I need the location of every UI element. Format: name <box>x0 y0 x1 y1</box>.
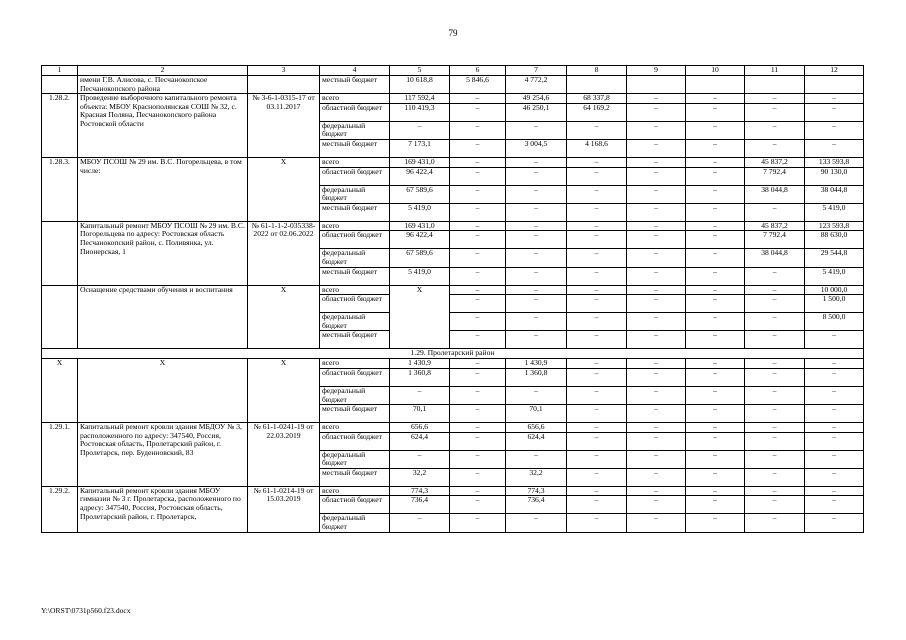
value-cell: 70,1 <box>390 405 450 423</box>
value-cell: – <box>686 331 745 349</box>
value-cell: – <box>686 359 745 369</box>
value-cell: – <box>686 405 745 423</box>
table-row <box>42 359 864 369</box>
value-cell: – <box>450 103 506 121</box>
value-cell: 5 419,0 <box>805 267 864 285</box>
value-cell: – <box>686 468 745 486</box>
funding-source: федеральный бюджет <box>320 514 390 532</box>
value-cell: 67 589,6 <box>390 185 450 203</box>
table-row <box>42 423 864 433</box>
funding-source: областной бюджет <box>320 368 390 386</box>
value-cell: – <box>805 450 864 468</box>
funding-source: местный бюджет <box>320 405 390 423</box>
value-cell: 3 004,5 <box>506 139 567 157</box>
value-cell: 1 360,8 <box>506 368 567 386</box>
value-cell: – <box>450 423 506 433</box>
column-header: 8 <box>567 66 627 76</box>
value-cell: – <box>686 139 745 157</box>
value-cell: – <box>686 368 745 386</box>
value-cell: 70,1 <box>506 405 567 423</box>
value-cell: – <box>745 368 805 386</box>
funding-source: местный бюджет <box>320 139 390 157</box>
value-cell: – <box>567 203 627 221</box>
item-name: X <box>78 359 248 423</box>
value-cell: – <box>506 249 567 267</box>
value-cell: – <box>686 231 745 249</box>
value-cell: – <box>627 359 686 369</box>
value-cell: – <box>686 94 745 104</box>
value-cell: – <box>567 496 627 514</box>
item-number <box>42 221 78 285</box>
value-cell: – <box>450 157 506 167</box>
value-cell: – <box>450 313 506 331</box>
funding-source: федеральный бюджет <box>320 249 390 267</box>
funding-source: всего <box>320 285 390 295</box>
value-cell: – <box>450 203 506 221</box>
table-row <box>42 285 864 295</box>
file-path-footer: Y:\ORST\0731p560.f23.docx <box>41 606 131 615</box>
funding-source: всего <box>320 221 390 231</box>
value-cell: – <box>745 450 805 468</box>
value-cell: – <box>450 295 506 313</box>
value-cell: – <box>567 432 627 450</box>
value-cell: 123 593,8 <box>805 221 864 231</box>
value-cell: – <box>686 486 745 496</box>
value-cell: 1 360,8 <box>390 368 450 386</box>
value-cell: – <box>567 331 627 349</box>
funding-source: местный бюджет <box>320 331 390 349</box>
value-cell: – <box>686 514 745 532</box>
value-cell: – <box>805 386 864 404</box>
value-cell: – <box>450 368 506 386</box>
item-name: Капитальный ремонт кровли здания МБОУ гимназии № 3 г. Пролетарска, расположенного по адресу: 347540, Россия, Ростовская область, Пролетарский район, г. Пролетарск, <box>78 486 248 532</box>
document-ref: № 61-1-1-2-035338-2022 от 02.06.2022 <box>248 221 320 285</box>
value-cell: – <box>627 267 686 285</box>
funding-source: местный бюджет <box>320 76 390 94</box>
value-cell: 5 419,0 <box>805 203 864 221</box>
item-name: Оснащение средствами обучения и воспитания <box>78 285 248 349</box>
value-cell: – <box>745 121 805 139</box>
value-cell: – <box>627 405 686 423</box>
value-cell: 49 254,6 <box>506 94 567 104</box>
value-cell: – <box>805 121 864 139</box>
value-cell: 29 544,8 <box>805 249 864 267</box>
column-header: 12 <box>805 66 864 76</box>
value-cell: – <box>567 514 627 532</box>
value-cell: – <box>745 203 805 221</box>
funding-source: федеральный бюджет <box>320 450 390 468</box>
value-cell: – <box>745 331 805 349</box>
table-row <box>42 94 864 104</box>
document-ref: X <box>248 285 320 349</box>
value-cell: – <box>567 359 627 369</box>
document-ref: № 3-6-1-0315-17 от 03.11.2017 <box>248 94 320 158</box>
value-cell: – <box>686 103 745 121</box>
document-ref: X <box>248 157 320 221</box>
value-cell: 774,3 <box>506 486 567 496</box>
value-cell: – <box>567 486 627 496</box>
value-cell: – <box>450 121 506 139</box>
value-cell: – <box>805 405 864 423</box>
funding-source: всего <box>320 94 390 104</box>
value-cell: – <box>450 331 506 349</box>
table-row <box>42 221 864 231</box>
value-cell: – <box>450 167 506 185</box>
page-number: 79 <box>448 28 458 38</box>
value-cell: 110 419,3 <box>390 103 450 121</box>
value-cell: – <box>506 221 567 231</box>
value-cell: – <box>627 368 686 386</box>
value-cell: – <box>567 167 627 185</box>
value-cell: – <box>627 496 686 514</box>
value-cell: – <box>450 432 506 450</box>
value-cell: – <box>450 496 506 514</box>
value-cell: – <box>805 368 864 386</box>
value-cell: – <box>745 103 805 121</box>
value-cell: – <box>506 386 567 404</box>
value-cell: – <box>450 221 506 231</box>
value-cell: 10 000,0 <box>805 285 864 295</box>
value-cell: – <box>627 486 686 496</box>
value-cell: 5 419,0 <box>390 203 450 221</box>
value-cell: – <box>805 423 864 433</box>
value-cell: 96 422,4 <box>390 167 450 185</box>
value-cell: 624,4 <box>506 432 567 450</box>
value-cell: 45 837,2 <box>745 221 805 231</box>
value-cell: – <box>450 231 506 249</box>
value-cell: – <box>627 432 686 450</box>
value-cell: – <box>450 514 506 532</box>
funding-source: местный бюджет <box>320 203 390 221</box>
funding-source: всего <box>320 157 390 167</box>
value-cell: – <box>745 267 805 285</box>
value-cell <box>627 76 686 94</box>
value-cell: 46 250,1 <box>506 103 567 121</box>
value-cell: – <box>450 267 506 285</box>
column-header: 5 <box>390 66 450 76</box>
value-cell: – <box>567 231 627 249</box>
funding-source: местный бюджет <box>320 267 390 285</box>
funding-source: всего <box>320 423 390 433</box>
value-cell: 736,4 <box>390 496 450 514</box>
value-cell: – <box>686 432 745 450</box>
value-cell: – <box>805 103 864 121</box>
value-cell: – <box>506 121 567 139</box>
value-cell: – <box>745 139 805 157</box>
value-cell: – <box>567 423 627 433</box>
value-cell: – <box>506 313 567 331</box>
value-cell: – <box>627 249 686 267</box>
value-cell: 67 589,6 <box>390 249 450 267</box>
value-cell: – <box>686 203 745 221</box>
value-cell: – <box>506 167 567 185</box>
value-cell: 117 592,4 <box>390 94 450 104</box>
value-cell: – <box>506 203 567 221</box>
value-cell: – <box>567 285 627 295</box>
value-cell: – <box>627 468 686 486</box>
value-cell: – <box>686 167 745 185</box>
value-cell: – <box>745 295 805 313</box>
value-cell: – <box>745 423 805 433</box>
value-cell <box>805 76 864 94</box>
funding-source: всего <box>320 359 390 369</box>
value-cell: – <box>627 386 686 404</box>
value-cell: – <box>506 331 567 349</box>
value-cell: – <box>627 295 686 313</box>
column-header: 4 <box>320 66 390 76</box>
funding-source: федеральный бюджет <box>320 185 390 203</box>
value-cell: – <box>627 185 686 203</box>
value-cell: – <box>390 121 450 139</box>
value-cell: – <box>567 157 627 167</box>
column-header: 9 <box>627 66 686 76</box>
value-cell: 736,4 <box>506 496 567 514</box>
value-cell: – <box>745 514 805 532</box>
value-cell: 32,2 <box>390 468 450 486</box>
item-name: МБОУ ПСОШ № 29 им. В.С. Погорельцева, в том числе: <box>78 157 248 221</box>
value-cell: 96 422,4 <box>390 231 450 249</box>
value-cell: – <box>390 450 450 468</box>
value-cell: 38 044,8 <box>745 185 805 203</box>
value-cell: 7 173,1 <box>390 139 450 157</box>
value-cell: – <box>450 139 506 157</box>
value-cell: – <box>450 249 506 267</box>
budget-table <box>41 65 864 533</box>
column-header: 11 <box>745 66 805 76</box>
value-cell: – <box>805 432 864 450</box>
value-cell <box>686 76 745 94</box>
value-cell: – <box>745 94 805 104</box>
value-cell: – <box>506 157 567 167</box>
funding-source: областной бюджет <box>320 231 390 249</box>
value-cell: – <box>745 359 805 369</box>
value-cell: – <box>567 221 627 231</box>
column-header: 2 <box>78 66 248 76</box>
value-cell: 88 630,0 <box>805 231 864 249</box>
value-cell: 10 618,8 <box>390 76 450 94</box>
value-cell: 169 431,0 <box>390 157 450 167</box>
value-cell: – <box>627 167 686 185</box>
value-cell: – <box>506 231 567 249</box>
value-cell: – <box>745 432 805 450</box>
value-cell: – <box>627 423 686 433</box>
funding-source: местный бюджет <box>320 468 390 486</box>
column-header: 10 <box>686 66 745 76</box>
value-cell: 5 419,0 <box>390 267 450 285</box>
value-cell: – <box>805 331 864 349</box>
value-cell: 1 430,9 <box>506 359 567 369</box>
value-cell: – <box>567 249 627 267</box>
funding-source: областной бюджет <box>320 103 390 121</box>
funding-source: федеральный бюджет <box>320 121 390 139</box>
header-row <box>42 66 864 76</box>
value-cell: 32,2 <box>506 468 567 486</box>
value-cell: – <box>745 496 805 514</box>
value-cell: – <box>627 157 686 167</box>
value-cell: 38 044,8 <box>805 185 864 203</box>
value-cell: 4 772,2 <box>506 76 567 94</box>
value-cell: – <box>450 386 506 404</box>
value-cell <box>745 76 805 94</box>
value-cell: – <box>686 386 745 404</box>
value-cell: – <box>627 331 686 349</box>
value-cell: – <box>567 468 627 486</box>
value-cell <box>567 76 627 94</box>
document-ref: X <box>248 359 320 423</box>
item-name: Капитальный ремонт кровли здания МБДОУ № 3, расположенного по адресу: 347540, Россия, Ростовская область, Пролетарский район, г. Пролетарск, пер. Буденновский, 83 <box>78 423 248 487</box>
section-row <box>42 349 864 359</box>
value-cell: – <box>627 94 686 104</box>
document-ref <box>248 76 320 94</box>
value-cell: – <box>805 486 864 496</box>
value-cell: – <box>450 359 506 369</box>
value-cell: 7 792,4 <box>745 167 805 185</box>
funding-source: всего <box>320 486 390 496</box>
value-cell: – <box>686 496 745 514</box>
value-cell: – <box>567 368 627 386</box>
value-cell: – <box>805 94 864 104</box>
value-cell: 38 044,8 <box>745 249 805 267</box>
funding-source: федеральный бюджет <box>320 313 390 331</box>
total-cell: X <box>390 285 450 349</box>
value-cell: – <box>450 450 506 468</box>
document-ref: № 61-1-0241-19 от 22.03.2019 <box>248 423 320 487</box>
item-number: 1.28.2. <box>42 94 78 158</box>
value-cell: – <box>686 121 745 139</box>
value-cell: – <box>567 121 627 139</box>
value-cell: – <box>686 221 745 231</box>
value-cell: – <box>627 285 686 295</box>
value-cell: – <box>627 313 686 331</box>
value-cell: – <box>805 139 864 157</box>
column-header: 7 <box>506 66 567 76</box>
item-name: Капитальный ремонт МБОУ ПСОШ № 29 им. В.С. Погорельцева по адресу: Ростовская область Песчанокопский район, с. Поливянка, ул. Пионерская, 1 <box>78 221 248 285</box>
value-cell: – <box>450 486 506 496</box>
value-cell: – <box>627 221 686 231</box>
value-cell: 8 500,0 <box>805 313 864 331</box>
value-cell: – <box>627 203 686 221</box>
item-number <box>42 285 78 349</box>
value-cell: – <box>450 285 506 295</box>
value-cell: – <box>745 405 805 423</box>
item-name: Проведение выборочного капитального ремонта объекта: МБОУ Краснополянская СОШ № 32, с. Красная Поляна, Песчанокопского района Ростовской области <box>78 94 248 158</box>
funding-source: областной бюджет <box>320 295 390 313</box>
value-cell: – <box>450 468 506 486</box>
funding-source: федеральный бюджет <box>320 386 390 404</box>
value-cell: – <box>450 405 506 423</box>
value-cell: – <box>506 514 567 532</box>
value-cell: – <box>567 450 627 468</box>
value-cell: – <box>745 486 805 496</box>
value-cell: 68 337,8 <box>567 94 627 104</box>
value-cell: – <box>686 267 745 285</box>
value-cell: – <box>450 185 506 203</box>
value-cell: – <box>805 514 864 532</box>
value-cell: 1 430,9 <box>390 359 450 369</box>
value-cell: – <box>686 185 745 203</box>
item-number: 1.29.1. <box>42 423 78 487</box>
value-cell: 656,6 <box>390 423 450 433</box>
value-cell: – <box>567 405 627 423</box>
value-cell: – <box>627 514 686 532</box>
value-cell: – <box>506 450 567 468</box>
value-cell: – <box>506 267 567 285</box>
value-cell: – <box>627 103 686 121</box>
value-cell: – <box>506 295 567 313</box>
value-cell: – <box>627 139 686 157</box>
funding-source: областной бюджет <box>320 432 390 450</box>
value-cell: – <box>805 496 864 514</box>
value-cell: 45 837,2 <box>745 157 805 167</box>
value-cell: – <box>805 359 864 369</box>
value-cell: – <box>506 185 567 203</box>
value-cell: 774,3 <box>390 486 450 496</box>
item-number: 1.28.3. <box>42 157 78 221</box>
value-cell: – <box>390 386 450 404</box>
funding-source: областной бюджет <box>320 496 390 514</box>
value-cell: – <box>686 295 745 313</box>
value-cell: – <box>686 285 745 295</box>
value-cell: 169 431,0 <box>390 221 450 231</box>
section-title: 1.29. Пролетарский район <box>42 349 864 359</box>
value-cell: 133 593,8 <box>805 157 864 167</box>
item-number: 1.29.2. <box>42 486 78 532</box>
value-cell: 64 169,2 <box>567 103 627 121</box>
item-number: X <box>42 359 78 423</box>
value-cell: – <box>567 185 627 203</box>
value-cell: – <box>686 313 745 331</box>
value-cell: – <box>627 450 686 468</box>
value-cell: – <box>686 450 745 468</box>
value-cell: – <box>745 313 805 331</box>
funding-source: областной бюджет <box>320 167 390 185</box>
item-number <box>42 76 78 94</box>
value-cell: – <box>567 313 627 331</box>
value-cell: – <box>745 386 805 404</box>
value-cell: 7 792,4 <box>745 231 805 249</box>
value-cell: – <box>627 231 686 249</box>
value-cell: – <box>745 285 805 295</box>
value-cell: – <box>567 295 627 313</box>
column-header: 6 <box>450 66 506 76</box>
value-cell: – <box>567 386 627 404</box>
value-cell: – <box>506 285 567 295</box>
table-row <box>42 76 864 94</box>
value-cell: – <box>686 157 745 167</box>
value-cell: – <box>686 423 745 433</box>
column-header: 1 <box>42 66 78 76</box>
item-name: имени Г.В. Алисова, с. Песчанокопское Песчанокопского района <box>78 76 248 94</box>
table-row <box>42 157 864 167</box>
value-cell: 4 168,6 <box>567 139 627 157</box>
document-ref: № 61-1-0214-19 от 15.03.2019 <box>248 486 320 532</box>
value-cell: 90 130,0 <box>805 167 864 185</box>
column-header: 3 <box>248 66 320 76</box>
value-cell: 5 846,6 <box>450 76 506 94</box>
value-cell: 656,6 <box>506 423 567 433</box>
value-cell: – <box>450 94 506 104</box>
value-cell: – <box>390 514 450 532</box>
value-cell: – <box>627 121 686 139</box>
table-row <box>42 486 864 496</box>
value-cell: – <box>686 249 745 267</box>
value-cell: – <box>805 468 864 486</box>
value-cell: – <box>567 267 627 285</box>
value-cell: 1 500,0 <box>805 295 864 313</box>
value-cell: 624,4 <box>390 432 450 450</box>
value-cell: – <box>745 468 805 486</box>
